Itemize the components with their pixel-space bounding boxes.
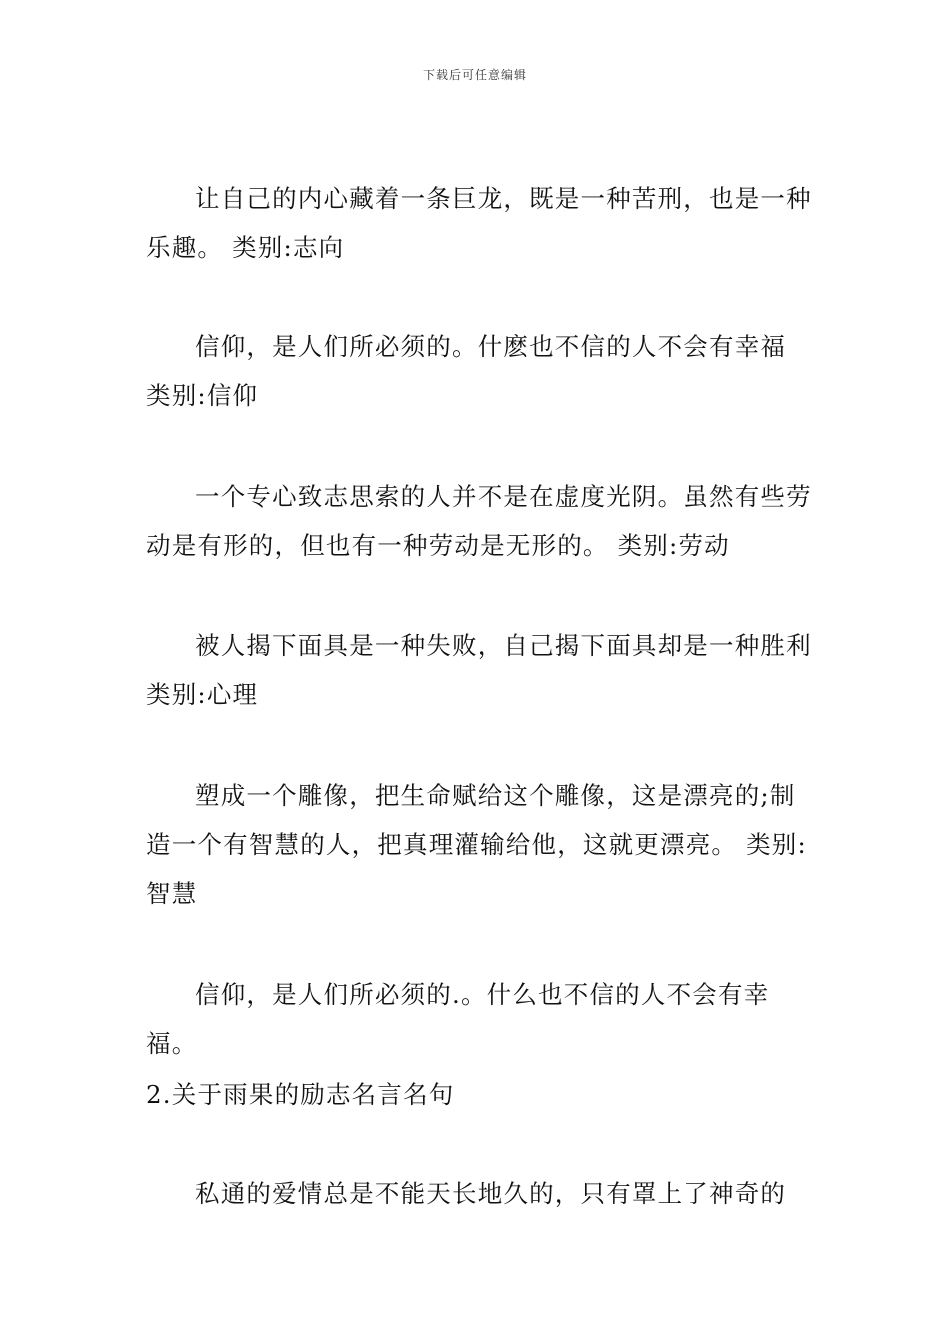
page-header: 下载后可任意编辑 — [422, 68, 527, 82]
quote-paragraph: 信仰，是人们所必须的.。什么也不信的人不会有幸福。 — [146, 980, 770, 1058]
quote-block-2 — [146, 322, 818, 420]
quote-paragraph: 塑成一个雕像，把生命赋给这个雕像，这是漂亮的;制造一个有智慧的人，把真理灌输给他，这就更漂亮。 类别:智慧 — [146, 781, 807, 908]
section-heading: 2.关于雨果的励志名言名句 — [146, 1080, 455, 1109]
quote-block-6 — [146, 970, 818, 1068]
quote-paragraph: 被人揭下面具是一种失败，自己揭下面具却是一种胜利 类别:心理 — [146, 631, 812, 709]
quote-block-1 — [146, 174, 818, 272]
quote-paragraph: 信仰，是人们所必须的。什麽也不信的人不会有幸福 类别:信仰 — [146, 332, 787, 410]
quote-block-5 — [146, 771, 818, 918]
quote-block-4 — [146, 621, 818, 719]
quote-block-3 — [146, 472, 818, 570]
quote-paragraph: 私通的爱情总是不能天长地久的，只有罩上了神奇的 — [195, 1179, 787, 1208]
section-heading-block — [146, 1070, 818, 1119]
quote-paragraph: 一个专心致志思索的人并不是在虚度光阴。虽然有些劳动是有形的，但也有一种劳动是无形的。 类别:劳动 — [146, 482, 812, 560]
quote-paragraph: 让自己的内心藏着一条巨龙，既是一种苦刑，也是一种乐趣。 类别:志向 — [146, 184, 812, 262]
quote-block-7 — [146, 1169, 818, 1218]
